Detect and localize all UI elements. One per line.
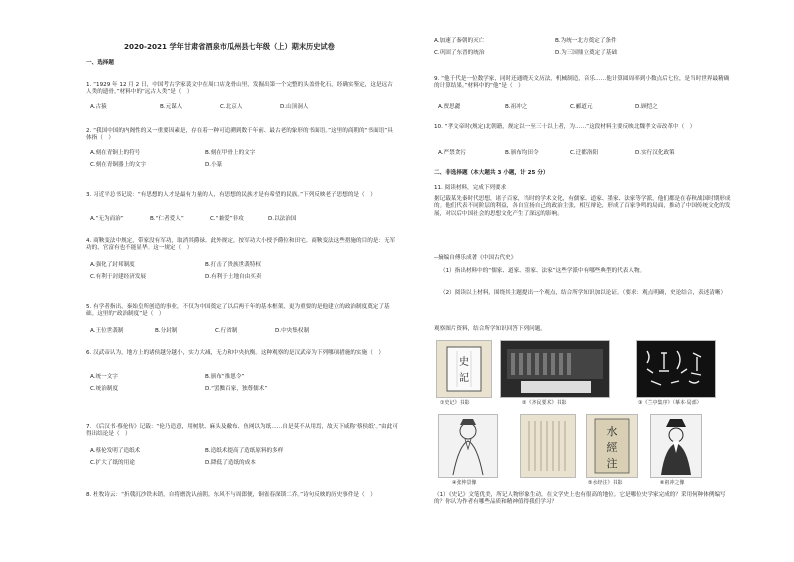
q6-option-b[interactable]: B.颁布“推恩令” bbox=[205, 374, 245, 380]
question-4-text: 4. 商鞅变法中规定，带家没有军功，取消其爵禄。此外规定，按军功大小授予爵位和田宅。商鞅变法这些措施的目的是：无军功的，官富有也不能显华。这一规定（ ） bbox=[86, 238, 396, 252]
shiji-title-char-2: 記 bbox=[459, 373, 469, 384]
q2-option-c[interactable]: C.刻在青铜器上的文字 bbox=[90, 162, 147, 168]
q3-option-b[interactable]: B.“仁者爱人” bbox=[150, 216, 184, 222]
q7-option-b[interactable]: B.造纸术提高了造纸原料的多样 bbox=[205, 448, 284, 454]
caption-shiji: ①史记》书影 bbox=[440, 400, 470, 406]
lanting-calligraphy-drawing bbox=[637, 341, 715, 397]
q7-option-d[interactable]: D.降低了造纸的成本 bbox=[205, 460, 256, 466]
q8-option-c[interactable]: C.巩固了东晋的统治 bbox=[434, 50, 485, 56]
q1-option-c[interactable]: C.北京人 bbox=[220, 104, 243, 110]
q4-option-b[interactable]: B.打击了贵族世袭特权 bbox=[205, 262, 261, 268]
section-heading-essay: 二、非选择题（本大题共 3 小题，计 25 分） bbox=[434, 170, 549, 176]
q12-sub1: （1）《史记》文笔优美，所记人物形象生动，在文学史上也有很高的地位。它是哪位史学家完成的？采用何种体例编写的？你认为作者有哪些品质和精神值得我们学习？ bbox=[434, 492, 726, 506]
q11-sub2: （2）阅读以上材料，围绕其主题提出一个观点，结合所学知识加以论证。（要求：观点明确，史论结合，表述清晰） bbox=[440, 290, 727, 296]
q9-option-a[interactable]: A.贾思勰 bbox=[438, 104, 461, 110]
q3-option-c[interactable]: C.“兼爱”非攻 bbox=[210, 216, 244, 222]
page-title: 2020-2021 学年甘肃省酒泉市瓜州县七年级（上）期末历史试卷 bbox=[124, 42, 335, 51]
qimin-yaoshu-image bbox=[500, 340, 610, 398]
q9-option-d[interactable]: D.顾恺之 bbox=[635, 104, 658, 110]
q5-option-d[interactable]: D.中央集权制 bbox=[275, 328, 310, 334]
question-9-text: 9. “他千代是一位数学家，同时还通晓天文历法，机械制造，音乐……他计算圆周率到小数点后七位，是当时世界最精确的计算结果。”材料中的“他”是（ ） bbox=[434, 76, 730, 90]
caption-zhang: ④张仲景像 bbox=[452, 480, 477, 486]
section-heading-choice: 一、选择题 bbox=[86, 60, 114, 66]
shiji-title-char-1: 史 bbox=[459, 357, 469, 368]
q11-material: 据记载某先秦时代思想，诸子百家，当时的学术文化，有儒家、道家、墨家、法家等学派，他们都是在春秋战国时期形成的。他们代表不同阶层的利益，各自宣扬自己的政治主张，相互辩论，形成了百家争鸣的局面，推动了中国传统文化的发展，对以后中国社会的思想文化产生了深远的影响。 bbox=[434, 196, 731, 217]
q4-option-c[interactable]: C.有利于封建经济发展 bbox=[90, 274, 147, 280]
q2-option-b[interactable]: B.刻在甲骨上的文字 bbox=[205, 150, 256, 156]
q10-option-a[interactable]: A.严禁贪污 bbox=[438, 150, 466, 156]
caption-qimin: ②《齐民要术》书影 bbox=[522, 400, 567, 406]
question-3-text: 3. 习近平总书记说：“有思想的人才是最有力量的人，有思想的民族才是有希望的民族。”下列反映老子思想的是（ ） bbox=[86, 192, 376, 198]
q5-option-a[interactable]: A.王位世袭制 bbox=[90, 328, 124, 334]
q8-option-d[interactable]: D.为三国鼎立奠定了基础 bbox=[555, 50, 618, 56]
question-6-text: 6. 汉武帝认为，地方上的诸侯越分越小，实力大减，无力和中央抗衡。这种观察的是汉武帝为下列哪项措施的实施（ ） bbox=[86, 350, 384, 356]
q3-option-d[interactable]: D.以法治国 bbox=[268, 216, 297, 222]
q4-option-a[interactable]: A.强化了封邦制度 bbox=[90, 262, 135, 268]
question-8-text: 8. 杜牧诗云：“折戟沉沙铁未销，自将磨洗认前朝。东风不与周郎便，铜雀春深锁二乔。”诗句反映的历史事件是（ ） bbox=[86, 492, 376, 498]
q6-option-d[interactable]: D.“罢黜百家，独尊儒术” bbox=[205, 386, 268, 392]
q11-source: --摘编自傅乐成著《中国古代史》 bbox=[434, 255, 517, 261]
q10-option-b[interactable]: B.颁布均田令 bbox=[505, 150, 539, 156]
q3-option-a[interactable]: A.“无为而治” bbox=[90, 216, 124, 222]
question-11-text: 11. 阅读材料，完成下列要求 bbox=[434, 185, 507, 191]
zhang-portrait-drawing bbox=[439, 415, 497, 477]
q6-option-c[interactable]: C.统治制度 bbox=[90, 386, 119, 392]
question-12-text: 观察图片资料，结合所学知识回答下列问题。 bbox=[434, 326, 546, 332]
q4-option-d[interactable]: D.有利于土地自由买卖 bbox=[205, 274, 262, 280]
question-10-text: 10. “孝文帝时(规定)北朝籍，规定以一至三十以上者，为……”这段材料主要反映北魏孝文帝改革中（ ） bbox=[434, 124, 696, 130]
q2-option-a[interactable]: A.刻在青铜上的符号 bbox=[90, 150, 141, 156]
q1-option-b[interactable]: B.元谋人 bbox=[160, 104, 183, 110]
shuijing-title-char-1: 水 bbox=[606, 425, 618, 438]
shuijing-zhu-image bbox=[586, 414, 638, 478]
q8-option-b[interactable]: B.为统一北方奠定了条件 bbox=[555, 38, 617, 44]
q5-option-c[interactable]: C.行省制 bbox=[215, 328, 238, 334]
caption-lanting: ③《兰亭集序》（摹本·局部） bbox=[638, 400, 702, 406]
q7-option-c[interactable]: C.扩大了纸的用途 bbox=[90, 460, 135, 466]
caption-shuijing: ⑤水经注》书影 bbox=[588, 480, 623, 486]
qimin-scroll-drawing bbox=[501, 341, 609, 397]
question-5-text: 5. 有学者指出，秦始皇所创造的事业，不仅为中国奠定了以后两千年的基本框架，更为重要的是他建立的政治制度奠定了基础。这里的“政治制度”是（ ） bbox=[86, 304, 390, 318]
caption-zu: ⑥祖冲之像 bbox=[660, 480, 685, 486]
question-1-text: 1. “1929 年 12 月 2 日，中国考古学家裴文中在周口店龙骨山里，发掘出第一个完整的头盖骨化石，经确实鉴定，这是远古人类的遗骨。”材料中的“远古人类”是（ ） bbox=[86, 82, 393, 96]
shiji-book-drawing bbox=[437, 341, 491, 397]
q9-option-b[interactable]: B.祖冲之 bbox=[505, 104, 528, 110]
question-7-text: 7. 《后汉书·蔡伦传》记载：“伦乃造意，用树肤、麻头及敝布、鱼网以为纸……自是莫不从用焉，故天下咸称‘蔡侯纸’。”由此可得出结论是（ ） bbox=[86, 424, 398, 438]
q1-option-a[interactable]: A.古猿 bbox=[90, 104, 107, 110]
lanting-xu-image bbox=[636, 340, 716, 398]
shuijing-title-char-3: 注 bbox=[606, 457, 618, 470]
text-page-drawing bbox=[521, 415, 575, 477]
q11-sub1: （1）指出材料中的“儒家、道家、墨家、法家”这些学派中有哪些典型的代表人物。 bbox=[440, 268, 646, 274]
q1-option-d[interactable]: D.山顶洞人 bbox=[280, 104, 309, 110]
shuijing-book-drawing bbox=[587, 415, 637, 477]
q7-option-a[interactable]: A.蔡伦发明了造纸术 bbox=[90, 448, 141, 454]
q8-option-a[interactable]: A.加速了秦朝的灭亡 bbox=[434, 38, 485, 44]
zhang-zhongjing-portrait bbox=[438, 414, 498, 478]
q2-option-d[interactable]: D.小篆 bbox=[205, 162, 223, 168]
question-2-text: 2. “我国中国的内阁性的又一重要因素是，存在着一种可追溯到数千年前、最古老的象形的书面语。”这里的商朝的“书面语”具体指（ ） bbox=[86, 128, 393, 142]
q9-option-c[interactable]: C.郦道元 bbox=[570, 104, 593, 110]
shuijing-title-char-2: 經 bbox=[606, 441, 618, 454]
q5-option-b[interactable]: B.分封制 bbox=[155, 328, 178, 334]
zu-portrait-drawing bbox=[651, 415, 701, 477]
q10-option-d[interactable]: D.实行汉化政策 bbox=[635, 150, 675, 156]
shiji-book-image bbox=[436, 340, 492, 398]
q6-option-a[interactable]: A.统一文字 bbox=[90, 374, 118, 380]
zu-chongzhi-portrait bbox=[650, 414, 702, 478]
q10-option-c[interactable]: C.迁都洛阳 bbox=[570, 150, 599, 156]
qimin-text-page-image bbox=[520, 414, 576, 478]
